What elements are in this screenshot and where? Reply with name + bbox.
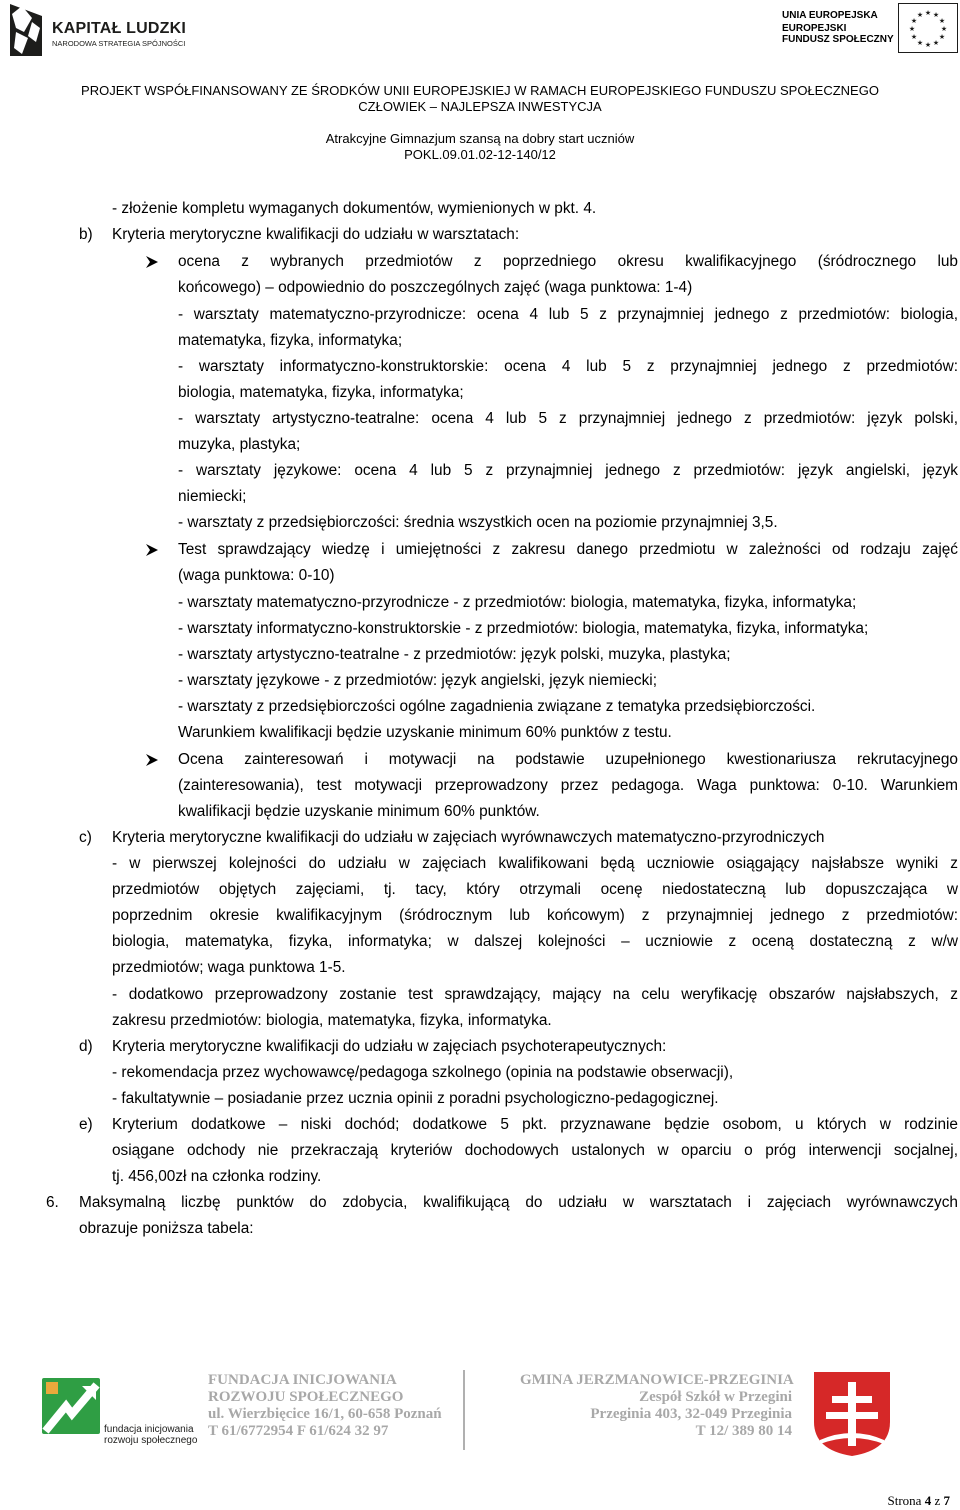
eu-line2: EUROPEJSKI bbox=[782, 23, 847, 34]
grades-criteria-line1: ocena z wybranych przedmiotów z poprzedniego okresu kwalifikacyjnego (śródrocznego lub bbox=[178, 253, 958, 270]
income-criterion-line2: osiągane odchody nie przekraczają kryteriów dochodowych ustalonych w oparciu o próg interwencji socjalnej, bbox=[112, 1142, 958, 1159]
eu-line1: UNIA EUROPEJSKA bbox=[782, 10, 878, 21]
psychotherapy-recommendation: - rekomendacja przez wychowawcę/pedagoga szkolnego (opinia na podstawie obserwacji), bbox=[112, 1064, 734, 1081]
item-c-title: Kryteria merytoryczne kwalifikacji do udziału w zajęciach wyrównawczych matematyczno-przyrodniczych bbox=[112, 829, 825, 846]
grades-criteria-line2: końcowego) – odpowiednio do poszczególnych zajęć (waga punktowa: 1-4) bbox=[178, 279, 693, 296]
fundacja-logo-text1: fundacja inicjowania bbox=[104, 1424, 194, 1435]
svg-text:★: ★ bbox=[910, 33, 918, 41]
fundacja-name-line2: ROZWOJU SPOŁECZNEGO bbox=[208, 1389, 404, 1405]
grades-art-theatre-line2: muzyka, plastyka; bbox=[178, 436, 301, 453]
item-d-marker: d) bbox=[79, 1038, 93, 1055]
svg-text:★: ★ bbox=[924, 41, 932, 49]
income-criterion-line3: tj. 456,00zł na członka rodziny. bbox=[112, 1168, 322, 1185]
income-criterion-line1: Kryterium dodatkowe – niski dochód; dodatkowe 5 pkt. przyznawane będzie osobom, u których w rodzinie bbox=[112, 1116, 958, 1133]
grades-it-construction-line2: biologia, matematyka, fizyka, informatyka; bbox=[178, 384, 464, 401]
bullet-arrow-icon bbox=[145, 255, 159, 269]
page-prefix: Strona bbox=[887, 1493, 925, 1508]
compensatory-test-line2: zakresu przedmiotów: biologia, matematyka, fizyka, informatyka. bbox=[112, 1012, 552, 1029]
test-qualification-condition: Warunkiem kwalifikacji będzie uzyskanie minimum 60% punktów z testu. bbox=[178, 724, 672, 741]
page-total: 7 bbox=[943, 1493, 950, 1508]
documents-requirement: - złożenie kompletu wymaganych dokumentów, wymienionych w pkt. 4. bbox=[112, 200, 597, 217]
fundacja-logo-text2: rozwoju społecznego bbox=[104, 1435, 198, 1446]
eu-flag-stars-icon bbox=[898, 3, 958, 53]
kapital-ludzki-subtitle: NARODOWA STRATEGIA SPÓJNOŚCI bbox=[52, 39, 186, 48]
svg-text:★: ★ bbox=[924, 9, 932, 17]
page-current: 4 bbox=[924, 1493, 932, 1508]
item-e-marker: e) bbox=[79, 1116, 93, 1133]
motivation-criteria-line3: kwalifikacji będzie uzyskanie minimum 60% punktów. bbox=[178, 803, 540, 820]
svg-text:★: ★ bbox=[938, 33, 946, 41]
grades-math-science-line1: - warsztaty matematyczno-przyrodnicze: ocena 4 lub 5 z przynajmniej jednego z przedmiotów: biologia, bbox=[178, 306, 958, 323]
project-funding-line: PROJEKT WSPÓŁFINANSOWANY ZE ŚRODKÓW UNII EUROPEJSKIEJ W RAMACH EUROPEJSKIEGO FUNDUSZU SPOŁECZNEGO bbox=[81, 83, 879, 98]
gmina-coat-of-arms-icon bbox=[812, 1370, 892, 1458]
motivation-criteria-line1: Ocena zainteresowań i motywacji na podstawie uzupełnionego kwestionariusza rekrutacyjnego bbox=[178, 751, 958, 768]
test-math-science: - warsztaty matematyczno-przyrodnicze - z przedmiotów: biologia, matematyka, fizyka, informatyka; bbox=[178, 594, 857, 611]
test-it-construction: - warsztaty informatyczno-konstruktorskie - z przedmiotów: biologia, matematyka, fizyka, informatyka; bbox=[178, 620, 869, 637]
grades-language-line2: niemiecki; bbox=[178, 488, 247, 505]
item-b-marker: b) bbox=[79, 226, 93, 243]
page-middle: z bbox=[931, 1493, 944, 1508]
fundacja-logo bbox=[38, 1376, 198, 1458]
fundacja-name-line1: FUNDACJA INICJOWANIA bbox=[208, 1372, 397, 1388]
max-points-line2: obrazuje poniższa tabela: bbox=[79, 1220, 254, 1237]
compensatory-criteria-line4: biologia, matematyka, fizyka, informatyka; w dalszej kolejności – uczniowie z oceną dostateczną z w/w bbox=[112, 933, 958, 950]
project-name: Atrakcyjne Gimnazjum szansą na dobry start uczniów bbox=[325, 131, 635, 146]
fundacja-phone: T 61/6772954 F 61/624 32 97 bbox=[208, 1423, 389, 1439]
psychotherapy-optional-opinion: - fakultatywnie – posiadanie przez ucznia opinii z poradni psychologiczno-pedagogicznej. bbox=[112, 1090, 719, 1107]
kapital-ludzki-title: KAPITAŁ LUDZKI bbox=[52, 20, 187, 37]
max-points-line1: Maksymalną liczbę punktów do zdobycia, kwalifikującą do udziału w warsztatach i zajęciach wyrównawczych bbox=[79, 1194, 958, 1211]
test-criteria-line2: (waga punktowa: 0-10) bbox=[178, 567, 335, 584]
project-code: POKL.09.01.02-12-140/12 bbox=[404, 147, 556, 162]
svg-text:★: ★ bbox=[916, 39, 924, 47]
svg-text:★: ★ bbox=[932, 39, 940, 47]
kapital-ludzki-emblem-icon bbox=[2, 2, 50, 58]
svg-text:★: ★ bbox=[916, 11, 924, 19]
motivation-criteria-line2: (zainteresowania), test motywacji przeprowadzony przez pedagoga. Waga punktowa: 0-10. Warunkiem bbox=[178, 777, 958, 794]
item-6-marker: 6. bbox=[46, 1194, 59, 1211]
school-phone: T 12/ 389 80 14 bbox=[695, 1423, 792, 1439]
school-name: Zespół Szkół w Przegini bbox=[639, 1389, 792, 1405]
fundacja-emblem-icon bbox=[42, 1378, 102, 1436]
compensatory-test-line1: - dodatkowo przeprowadzony zostanie test sprawdzający, mający na celu weryfikację obszarów najsłabszych, z bbox=[112, 986, 958, 1003]
eu-logo bbox=[770, 0, 960, 56]
footer-divider bbox=[463, 1370, 465, 1450]
project-motto-line: CZŁOWIEK – NAJLEPSZA INWESTYCJA bbox=[358, 99, 602, 114]
fundacja-address: ul. Wierzbięcice 16/1, 60-658 Poznań bbox=[208, 1406, 442, 1422]
compensatory-criteria-line2: przedmiotów objętych zajęciami, tj. tacy, który otrzymali ocenę niedostateczną lub dopuszczająca w bbox=[112, 881, 958, 898]
test-art-theatre: - warsztaty artystyczno-teatralne - z przedmiotów: język polski, muzyka, plastyka; bbox=[178, 646, 731, 663]
grades-language-line1: - warsztaty językowe: ocena 4 lub 5 z przynajmniej jednego z przedmiotów: język angielski, język bbox=[178, 462, 958, 479]
bullet-arrow-icon bbox=[145, 543, 159, 557]
item-b-title: Kryteria merytoryczne kwalifikacji do udziału w warsztatach: bbox=[112, 226, 520, 243]
svg-text:★: ★ bbox=[908, 25, 916, 33]
eu-line3: FUNDUSZ SPOŁECZNY bbox=[782, 34, 894, 45]
bullet-arrow-icon bbox=[145, 753, 159, 767]
grades-art-theatre-line1: - warsztaty artystyczno-teatralne: ocena 4 lub 5 z przynajmniej jednego z przedmiotów: język polski, bbox=[178, 410, 958, 427]
gmina-name: GMINA JERZMANOWICE-PRZEGINIA bbox=[520, 1372, 794, 1388]
grades-entrepreneurship: - warsztaty z przedsiębiorczości: średnia wszystkich ocen na poziomie przynajmniej 3,5. bbox=[178, 514, 778, 531]
test-entrepreneurship: - warsztaty z przedsiębiorczości ogólne zagadnienia związane z tematyka przedsiębiorczości. bbox=[178, 698, 816, 715]
grades-it-construction-line1: - warsztaty informatyczno-konstruktorskie: ocena 4 lub 5 z przynajmniej jednego z przedmiotów: bbox=[178, 358, 958, 375]
test-language: - warsztaty językowe - z przedmiotów: język angielski, język niemiecki; bbox=[178, 672, 657, 689]
test-criteria-line1: Test sprawdzający wiedzę i umiejętności z zakresu danego przedmiotu w zależności od rodzaju zajęć bbox=[178, 541, 958, 558]
item-d-title: Kryteria merytoryczne kwalifikacji do udziału w zajęciach psychoterapeutycznych: bbox=[112, 1038, 667, 1055]
svg-text:★: ★ bbox=[932, 11, 940, 19]
compensatory-criteria-line3: poprzednim okresie kwalifikacyjnym (śródrocznym lub końcowym) z przynajmniej jednego z przedmiotów: bbox=[112, 907, 958, 924]
svg-text:★: ★ bbox=[940, 25, 948, 33]
school-address: Przeginia 403, 32-049 Przeginia bbox=[590, 1406, 792, 1422]
compensatory-criteria-line1: - w pierwszej kolejności do udziału w zajęciach kwalifikowani będą uczniowie osiągający najsłabsze wyniki z bbox=[112, 855, 958, 872]
item-c-marker: c) bbox=[79, 829, 92, 846]
svg-text:★: ★ bbox=[938, 17, 946, 25]
kapital-ludzki-logo bbox=[2, 2, 192, 58]
grades-math-science-line2: matematyka, fizyka, informatyka; bbox=[178, 332, 403, 349]
compensatory-criteria-line5: przedmiotów; waga punktowa 1-5. bbox=[112, 959, 346, 976]
svg-text:★: ★ bbox=[910, 17, 918, 25]
page-number bbox=[888, 1494, 950, 1508]
